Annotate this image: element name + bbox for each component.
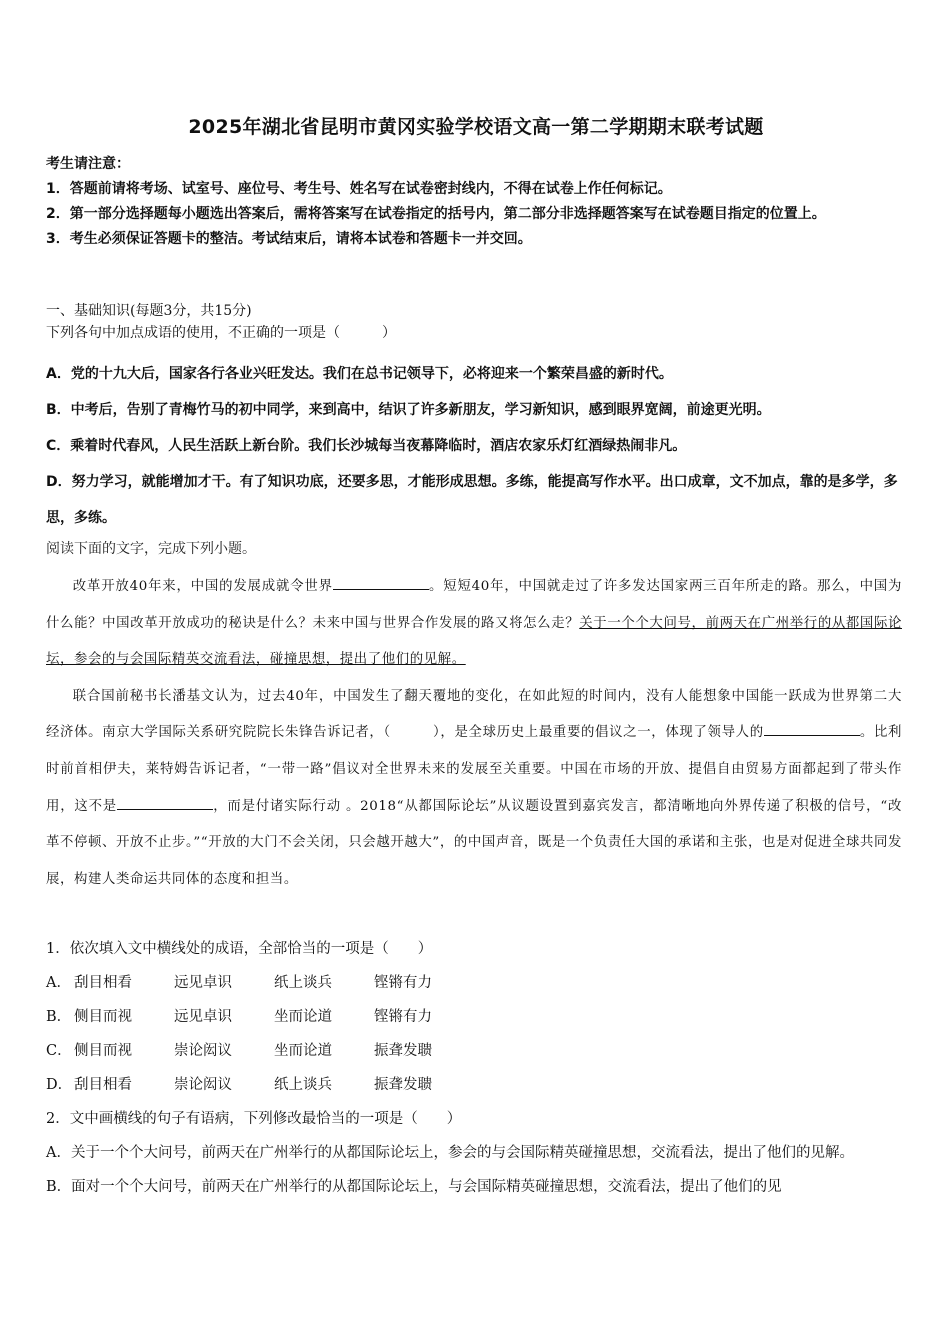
notice-block <box>46 152 906 252</box>
choice-label: D． <box>46 1077 73 1093</box>
q1-choice-c <box>46 1034 906 1068</box>
option-d: D．努力学习，就能增加才干。有了知识功底，还要多思，才能形成思想。多练，能提高写作水平。出口成章，文不加点，靠的是多学，多思，多练。 <box>46 474 898 526</box>
q2-option-b: B．面对一个个大问号，前两天在广州举行的从都国际论坛上，与会国际精英碰撞思想，交流看法，提出了他们的见 <box>46 1179 782 1195</box>
reading-questions <box>46 932 906 1204</box>
blank-1 <box>333 575 429 590</box>
notice-item-2: 2．第一部分选择题每小题选出答案后，需将答案写在试卷指定的括号内，第二部分非选择题答案写在试卷题目指定的位置上。 <box>46 206 826 222</box>
choice-item: 纸上谈兵 <box>274 975 332 991</box>
page-title: 2025年湖北省昆明市黄冈实验学校语文高一第二学期期末联考试题 <box>188 116 764 138</box>
choice-item: 远见卓识 <box>174 975 232 991</box>
choice-item: 振聋发聩 <box>374 1077 432 1093</box>
choice-item: 振聋发聩 <box>374 1043 432 1059</box>
choice-item: 铿锵有力 <box>374 1009 432 1025</box>
choice-item: 纸上谈兵 <box>274 1077 332 1093</box>
choice-item: 坐而论道 <box>274 1009 332 1025</box>
blank-2 <box>764 721 860 736</box>
blank-3 <box>117 795 213 810</box>
q1-choice-d <box>46 1068 906 1102</box>
q1-choice-b <box>46 1000 906 1034</box>
q2-stem: 2．文中画横线的句子有语病，下列修改最恰当的一项是（ ） <box>46 1111 462 1127</box>
choice-item: 崇论闳议 <box>174 1077 232 1093</box>
choice-item: 侧目而视 <box>74 1043 132 1059</box>
p1-text-a: 改革开放40年来，中国的发展成就令世界 <box>72 579 333 594</box>
choice-label: C． <box>46 1043 72 1059</box>
choice-item: 铿锵有力 <box>374 975 432 991</box>
notice-heading: 考生请注意： <box>46 156 130 172</box>
choice-item: 刮目相看 <box>74 975 132 991</box>
p1-text-b: 。短短40年，中国就走过了许多发达国家两三百年所走的路。那么，中国为什么能？中国改革开放成功的秘诀是什么？未来中国与世界合作发展的路又将怎么走？ <box>46 579 902 631</box>
p2-text-b: 。比利时前首相伊夫，莱特姆告诉记者，“一带一路”倡议对全世界未来的发展至关重要。中国在市场的开放、提倡自由贸易方面都起到了带头作用，这不是 <box>46 725 902 814</box>
choice-item: 远见卓识 <box>174 1009 232 1025</box>
section-basic-knowledge <box>46 300 906 344</box>
choice-label: A． <box>46 975 71 991</box>
option-a: A．党的十九大后，国家各行各业兴旺发达。我们在总书记领导下，必将迎来一个繁荣昌盛的新时代。 <box>46 366 673 382</box>
choice-item: 坐而论道 <box>274 1043 332 1059</box>
p2-text-c: ，而是付诸实际行动 。2018“从都国际论坛”从议题设置到嘉宾发言，都清晰地向外界传递了积极的信号，“改革不停顿、开放不止步。”“开放的大门不会关闭，只会越开越大”，的中国声音，既是一个负责任大国的承诺和主张，也是对促进全球共同发展，构建人类命运共同体的态度和担当。 <box>46 798 903 887</box>
choice-item: 侧目而视 <box>74 1009 132 1025</box>
notice-item-1: 1．答题前请将考场、试室号、座位号、考生号、姓名写在试卷密封线内，不得在试卷上作任何标记。 <box>46 181 672 197</box>
p2-text-a: 联合国前秘书长潘基文认为，过去40年，中国发生了翻天覆地的变化，在如此短的时间内，没有人能想象中国能一跃成为世界第二大经济体。南京大学国际关系研究院院长朱锋告诉记者，（ ），是全球历史上最重要的倡议之一，体现了领导人的 <box>46 688 902 741</box>
reading-instruction: 阅读下面的文字，完成下列小题。 <box>46 541 256 557</box>
notice-item-3: 3．考生必须保证答题卡的整洁。考试结束后，请将本试卷和答题卡一并交回。 <box>46 231 532 247</box>
choice-label: B． <box>46 1009 72 1025</box>
section-heading: 一、基础知识(每题3分，共15分) <box>46 303 252 319</box>
question-stem: 下列各句中加点成语的使用，不正确的一项是（ ） <box>46 325 396 341</box>
idiom-options <box>46 356 908 536</box>
q1-stem: 1．依次填入文中横线处的成语，全部恰当的一项是（ ） <box>46 941 433 957</box>
q2-option-a: A．关于一个个大问号，前两天在广州举行的从都国际论坛上，参会的与会国际精英碰撞思想，交流看法，提出了他们的见解。 <box>46 1145 854 1161</box>
choice-item: 刮目相看 <box>74 1077 132 1093</box>
paragraph-1 <box>46 569 902 679</box>
reading-passage <box>46 569 902 898</box>
option-c: C．乘着时代春风，人民生活跃上新台阶。我们长沙城每当夜幕降临时，酒店农家乐灯红酒绿热闹非凡。 <box>46 438 687 454</box>
underlined-sentence: 关于一个个大问号，前两天在广州举行的从都国际论坛，参会的与会国际精英交流看法，碰撞思想，提出了他们的见解。 <box>46 615 902 668</box>
choice-item: 崇论闳议 <box>174 1043 232 1059</box>
paragraph-2 <box>46 679 902 899</box>
option-b: B．中考后，告别了青梅竹马的初中同学，来到高中，结识了许多新朋友，学习新知识，感到眼界宽阔，前途更光明。 <box>46 402 771 418</box>
q1-choice-a <box>46 966 906 1000</box>
